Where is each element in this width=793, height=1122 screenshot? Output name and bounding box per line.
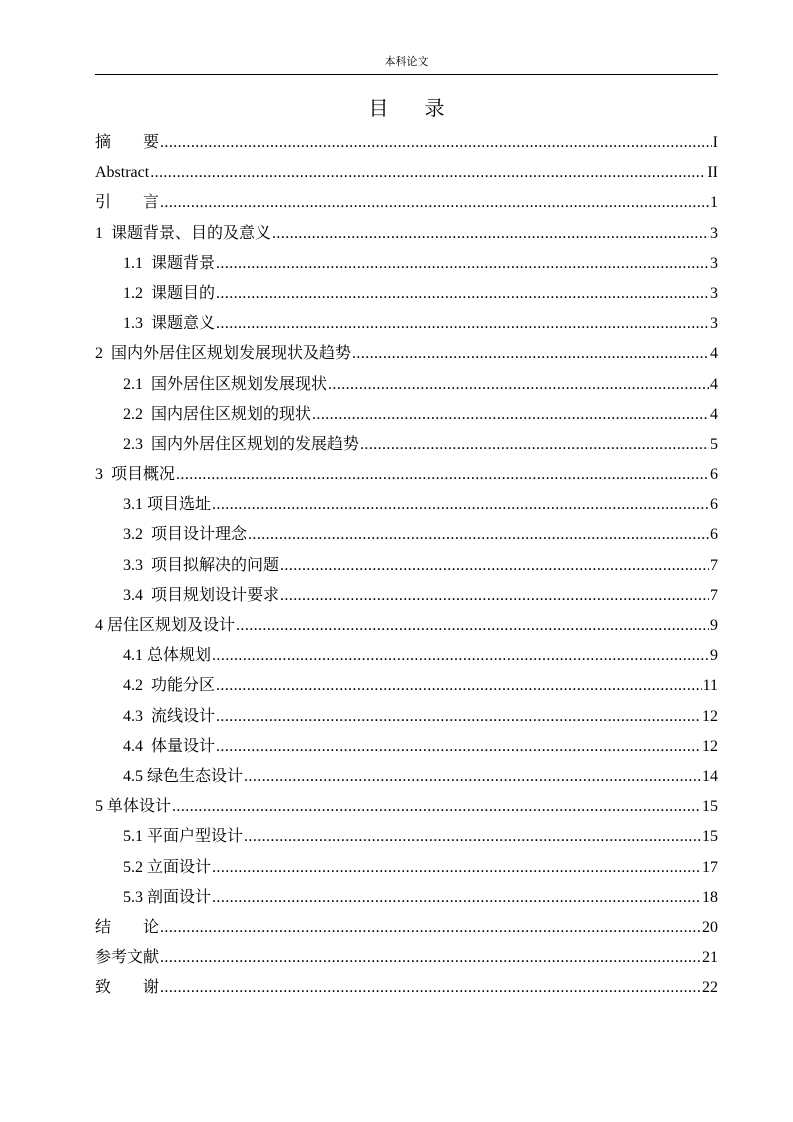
toc-entry-label: 5.1 平面户型设计 (123, 828, 244, 846)
toc-entry-page-number: 5 (710, 435, 718, 453)
toc-entry-page-number: 20 (702, 918, 718, 936)
toc-entry-label: 2 国内外居住区规划发展现状及趋势 (95, 345, 352, 363)
toc-entry[interactable] (95, 762, 718, 792)
toc-entry-label: 4.4 体量设计 (123, 737, 216, 755)
toc-entry-page-number: 6 (710, 496, 718, 514)
toc-entry-page-number: 3 (710, 224, 718, 242)
toc-dot-leader (160, 973, 701, 1003)
toc-entry-label: 摘 要 (95, 134, 160, 151)
toc-dot-leader (244, 822, 701, 852)
toc-entry-label: 4.2 功能分区 (123, 677, 216, 695)
toc-entry[interactable] (95, 460, 718, 490)
toc-dot-leader (216, 671, 702, 701)
toc-dot-leader (360, 430, 709, 460)
toc-entry-label: 5.2 立面设计 (123, 858, 212, 876)
toc-entry-page-number: 4 (710, 345, 718, 363)
toc-entry-page-number: 7 (710, 556, 718, 574)
toc-entry-label: 4.5 绿色生态设计 (123, 767, 244, 785)
toc-entry-page-number: I (712, 134, 718, 151)
table-of-contents (95, 128, 718, 1003)
toc-entry-page-number: 15 (702, 798, 718, 816)
toc-entry-label: Abstract (95, 164, 150, 182)
toc-dot-leader (236, 611, 709, 641)
toc-entry-label: 1.2 课题目的 (123, 284, 216, 302)
toc-dot-leader (244, 762, 701, 792)
toc-dot-leader (312, 400, 709, 430)
toc-entry-label: 3.1 项目选址 (123, 496, 212, 514)
toc-title: 目录 (368, 98, 481, 120)
toc-entry-page-number: 15 (702, 828, 718, 846)
toc-entry-label: 2.1 国外居住区规划发展现状 (123, 375, 328, 393)
toc-dot-leader (150, 158, 706, 188)
toc-entry-label: 致 谢 (95, 979, 160, 997)
toc-dot-leader (216, 702, 701, 732)
toc-dot-leader (328, 370, 709, 400)
toc-dot-leader (212, 490, 709, 520)
toc-entry[interactable] (95, 822, 718, 852)
toc-entry-page-number: 18 (702, 888, 718, 906)
toc-entry-page-number: 11 (702, 677, 718, 695)
toc-entry[interactable] (95, 671, 718, 701)
toc-dot-leader (216, 279, 709, 309)
toc-entry[interactable] (95, 219, 718, 249)
toc-entry[interactable] (95, 490, 718, 520)
toc-dot-leader (176, 460, 709, 490)
toc-entry-page-number: 3 (710, 284, 718, 302)
toc-entry[interactable] (95, 943, 718, 973)
toc-entry-label: 4 居住区规划及设计 (95, 617, 236, 634)
toc-dot-leader (280, 551, 709, 581)
toc-entry[interactable] (95, 732, 718, 762)
toc-dot-leader (352, 339, 709, 369)
toc-entry-page-number: II (707, 164, 718, 182)
toc-dot-leader (160, 913, 701, 943)
toc-entry[interactable] (95, 853, 718, 883)
toc-entry-page-number: 12 (702, 737, 718, 755)
toc-dot-leader (216, 249, 709, 279)
toc-entry-page-number: 6 (710, 526, 718, 544)
toc-entry-label: 3.3 项目拟解决的问题 (123, 556, 280, 574)
toc-dot-leader (248, 520, 709, 550)
toc-entry-page-number: 4 (710, 405, 718, 423)
toc-entry-page-number: 6 (710, 466, 718, 484)
toc-entry-label: 1.3 课题意义 (123, 315, 216, 333)
toc-entry-label: 5.3 剖面设计 (123, 888, 212, 906)
toc-entry-label: 2.3 国内外居住区规划的发展趋势 (123, 435, 360, 453)
toc-entry[interactable] (95, 279, 718, 309)
toc-entry-page-number: 7 (710, 586, 718, 604)
toc-dot-leader (280, 581, 709, 611)
toc-entry-label: 3 项目概况 (95, 466, 176, 484)
toc-entry-page-number: 9 (710, 647, 718, 665)
toc-entry[interactable] (95, 400, 718, 430)
toc-entry[interactable] (95, 339, 718, 369)
toc-entry-label: 3.4 项目规划设计要求 (123, 586, 280, 604)
toc-entry[interactable] (95, 188, 718, 218)
toc-entry[interactable] (95, 430, 718, 460)
toc-dot-leader (160, 943, 701, 973)
toc-entry[interactable] (95, 128, 718, 158)
toc-entry[interactable] (95, 581, 718, 611)
toc-entry-page-number: 22 (702, 979, 718, 997)
toc-entry[interactable] (95, 309, 718, 339)
toc-entry-label: 4.3 流线设计 (123, 707, 216, 725)
toc-dot-leader (160, 128, 712, 158)
toc-entry-page-number: 9 (710, 617, 718, 634)
toc-entry[interactable] (95, 158, 718, 188)
toc-dot-leader (212, 883, 701, 913)
toc-entry[interactable] (95, 551, 718, 581)
toc-entry-page-number: 3 (710, 254, 718, 272)
toc-dot-leader (212, 853, 701, 883)
toc-entry[interactable] (95, 641, 718, 671)
toc-entry[interactable] (95, 913, 718, 943)
toc-entry[interactable] (95, 249, 718, 279)
toc-entry-label: 结 论 (95, 918, 160, 936)
toc-entry[interactable] (95, 520, 718, 550)
toc-entry[interactable] (95, 370, 718, 400)
toc-entry[interactable] (95, 611, 718, 641)
toc-entry[interactable] (95, 883, 718, 913)
toc-dot-leader (216, 309, 709, 339)
toc-entry-page-number: 1 (710, 194, 718, 212)
toc-entry[interactable] (95, 973, 718, 1003)
toc-entry-page-number: 21 (702, 949, 718, 967)
toc-dot-leader (216, 732, 701, 762)
toc-entry-page-number: 3 (710, 315, 718, 333)
toc-entry-page-number: 14 (702, 767, 718, 785)
toc-entry-label: 引 言 (95, 194, 160, 212)
toc-entry-label: 参考文献 (95, 949, 160, 967)
toc-entry-label: 2.2 国内居住区规划的现状 (123, 405, 312, 423)
toc-dot-leader (272, 219, 709, 249)
toc-entry-label: 1 课题背景、目的及意义 (95, 224, 272, 242)
toc-entry-page-number: 4 (710, 375, 718, 393)
toc-dot-leader (160, 188, 709, 218)
toc-dot-leader (172, 792, 701, 822)
toc-entry-label: 3.2 项目设计理念 (123, 526, 248, 544)
running-header: 本科论文 (95, 54, 718, 75)
toc-entry-label: 1.1 课题背景 (123, 254, 216, 272)
toc-dot-leader (212, 641, 709, 671)
toc-entry-label: 4.1 总体规划 (123, 647, 212, 665)
toc-entry-page-number: 12 (702, 707, 718, 725)
toc-entry-label: 5 单体设计 (95, 798, 172, 816)
toc-entry[interactable] (95, 792, 718, 822)
toc-entry[interactable] (95, 702, 718, 732)
toc-entry-page-number: 17 (702, 858, 718, 876)
